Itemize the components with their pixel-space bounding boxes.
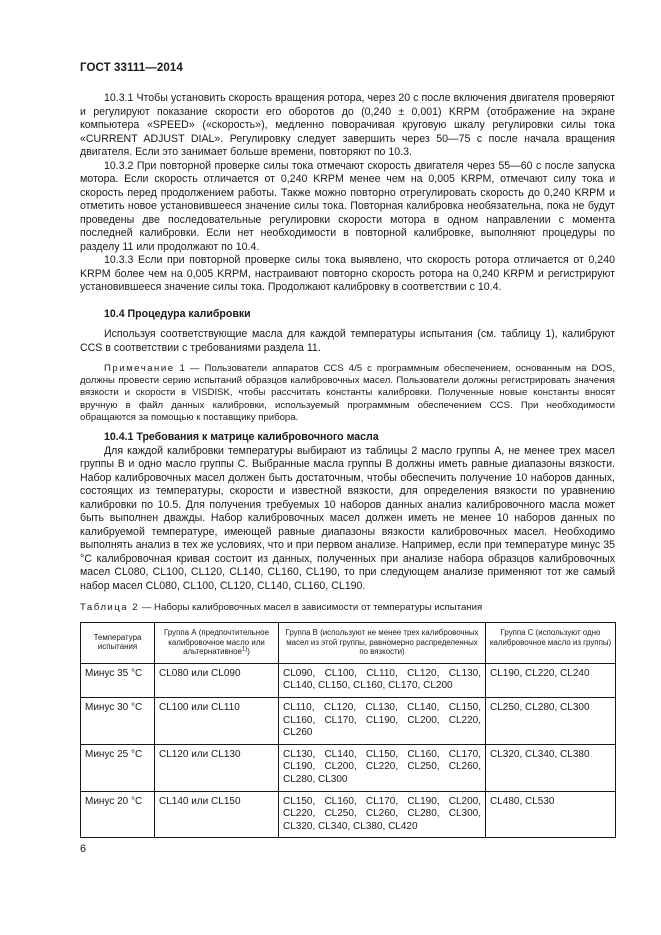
section-heading-10-4-1: 10.4.1 Требования к матрице калибровочного масла [104, 431, 379, 444]
table-caption-label: Таблица 2 [80, 602, 140, 614]
table-row [81, 663, 616, 697]
header-group-a: Группа А (предпочтительное калибровочное масло или альтернативное$^{1)}$) [155, 623, 279, 664]
paragraph-calibration-intro: Используя соответствующие масла для каждой температуры испытания (см. таблицу 1), калибруют CCS в соответствии с требованиями раздела 11. [80, 328, 615, 354]
cell-temperature: Минус 35 °С [81, 663, 155, 697]
cell-group-b: CL110, CL120, CL130, CL140, CL150, CL160, CL170, CL190, CL200, CL220, CL260 [279, 697, 486, 744]
paragraph-10-4-1: Для каждой калибровки температуры выбирают из таблицы 2 масло группы А, не менее трех масел группы В и одно масло группы С. Выбранные масла группы В должны иметь равные диапазоны вязкости. Набор калибровочных масел должен быть достаточным, чтобы обеспечить получение 10 наборов данных, состоящих из температуры, скорости и известной вязкости, для определения вязкости по уравнению калибровки по 10.5. Для получения требуемых 10 наборов данных анализ калибровочного масла может быть выполнен дважды. Набор калибровочных масел должен иметь не менее 10 наборов данных по калибруемой температуре, имеющей равные диапазоны вязкости калибровочных масел. Необходимо выполнять анализ в тех же условиях, что и при первом анализе. Например, если при температуре минус 35 °С калибровочная кривая состоит из данных, полученных при анализе набора образцов калибровочных масел CL080, CL100, CL120, CL140, CL160, CL190, то при следующем анализе применяют тот же самый набор масел CL080, CL100, CL120, CL140, CL160, CL190. [80, 444, 615, 592]
cell-group-c: CL320, CL340, CL380 [486, 744, 616, 791]
section-heading-10-4: 10.4 Процедура калибровки [104, 307, 251, 320]
cell-group-a: CL140 или CL150 [155, 791, 279, 838]
cell-temperature: Минус 20 °С [81, 791, 155, 838]
cell-temperature: Минус 30 °С [81, 697, 155, 744]
page-number: 6 [80, 843, 87, 855]
cell-group-b: CL150, CL160, CL170, CL190, CL200, CL220, CL250, CL260, CL280, CL300, CL320, CL340, CL380, CL420 [279, 791, 486, 838]
cell-group-c: CL190, CL220, CL240 [486, 663, 616, 697]
cell-group-a: CL120 или CL130 [155, 744, 279, 791]
document-code-header: ГОСТ 33111—2014 [80, 62, 183, 74]
paragraph-10-3-2: 10.3.2 При повторной проверке силы тока отмечают скорость двигателя через 55—60 с после запуска мотора. Если скорость отличается от 0,240 KRPM менее чем на 0,005 KRPM, отмечают силу тока и скорость перед продолжением работы. Также можно повторно отрегулировать скорость до 0,240 KRPM и отметить новое установившееся значение силы тока. Повторная калибровка необязательна, пока не будут проведены две последовательные регулировки скорости мотора в одном направлении с момента последней калибровки. Если нет необходимости в повторной калибровке, выполняют процедуры по разделу 11 или продолжают по 10.4. [80, 159, 615, 253]
cell-group-a: CL080 или CL090 [155, 663, 279, 697]
cell-group-a: CL100 или CL110 [155, 697, 279, 744]
calibration-oils-table [80, 622, 616, 838]
cell-group-c: CL480, CL530 [486, 791, 616, 838]
table-row [81, 744, 616, 791]
header-group-b: Группа В (используют не менее трех калибровочных масел из этой группы, равномерно распределенных по вязкости) [279, 623, 486, 664]
table-row [81, 697, 616, 744]
page-content [80, 92, 615, 838]
table-row [81, 791, 616, 838]
table-caption [80, 602, 615, 614]
cell-group-c: CL250, CL280, CL300 [486, 697, 616, 744]
table-caption-text: — Наборы калибровочных масел в зависимости от температуры испытания [139, 602, 483, 614]
note-text: 1 — Пользователи аппаратов CCS 4/5 с программным обеспечением, основанным на DOS, должны провести серию испытаний образцов калибровочных масел. Пользователи должны регистрировать значения вязкости и скорости в VISDISK, чтобы рассчитать константы калибровки. Полученные новые константы вносят вручную в файл данных калибровки, используемый программным обеспечением CCS. При необходимости обращаются за помощью к поставщику прибора. [80, 363, 615, 423]
paragraph-10-3-3: 10.3.3 Если при повторной проверке силы тока выявлено, что скорость ротора отличается от 0,240 KRPM более чем на 0,005 KRPM, настраивают повторно скорость ротора на 0,240 KRPM и регистрируют установившееся значение силы тока. Продолжают калибровку в соответствии с 10.4. [80, 254, 615, 293]
paragraph-10-3-1: 10.3.1 Чтобы установить скорость вращения ротора, через 20 с после включения двигателя проверяют и регулируют показание скорости его оборотов до (0,240 ± 0,001) KRPM (отображение на экране компьютера «SPEED» («скорость»), медленно поворачивая круговую шкалу регулировки силы тока «CURRENT ADJUST DIAL». Регулировку следует завершить через 50—75 с после начала вращения двигателя. Если это занимает больше времени, повторяют по 10.3. [80, 92, 615, 158]
cell-temperature: Минус 25 °С [81, 744, 155, 791]
note-1 [80, 363, 615, 424]
header-group-c: Группа С (используют одно калибровочное масло из группы) [486, 623, 616, 664]
header-temperature: Температура испытания [81, 623, 155, 664]
note-label: Примечание [104, 363, 175, 374]
table-header-row [81, 623, 616, 664]
cell-group-b: CL090, CL100, CL110, CL120, CL130, CL140, CL150, CL160, CL170, CL200 [279, 663, 486, 697]
cell-group-b: CL130, CL140, CL150, CL160, CL170, CL190, CL200, CL220, CL250, CL260, CL280, CL300 [279, 744, 486, 791]
